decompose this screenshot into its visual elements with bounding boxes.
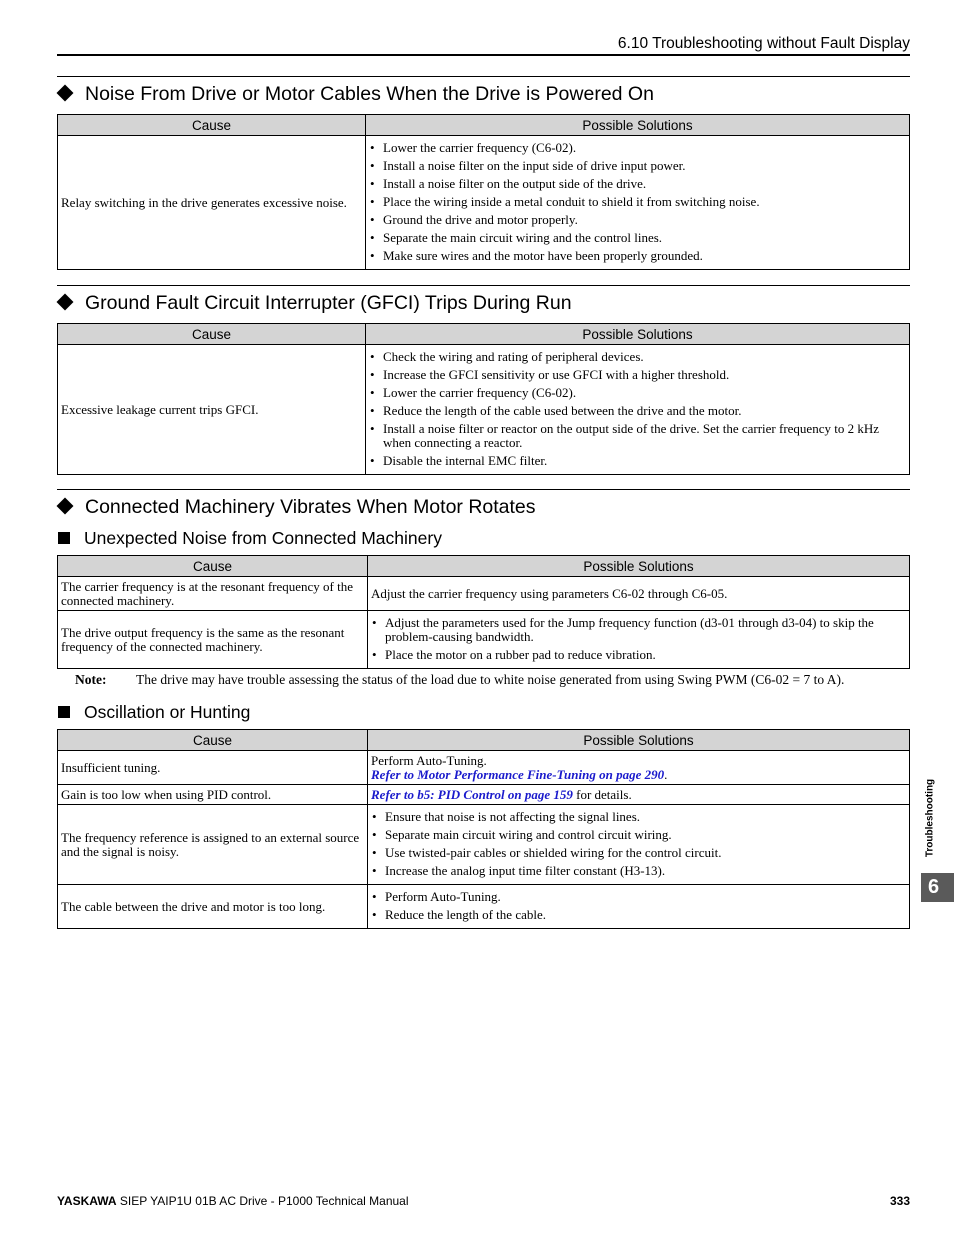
cause-cell: Gain is too low when using PID control. [58, 785, 368, 805]
section-title-vibrates [55, 495, 536, 519]
list-item: • Check the wiring and rating of peripheral devices. [369, 350, 906, 364]
table-oscillation [57, 729, 910, 929]
chapter-tab: 6 [921, 873, 954, 902]
column-header-cause: Cause [58, 115, 366, 136]
section-title-noise [55, 82, 654, 106]
list-item: • Install a noise filter or reactor on the output side of the drive. Set the carrier frequency to 2 kHz when connecting a reactor. [369, 422, 906, 450]
table-noise [57, 114, 910, 270]
note-text: The drive may have trouble assessing the status of the load due to white noise generated from using Swing PWM (C6-02 = 7 to A). [136, 672, 845, 687]
table-row [58, 885, 910, 929]
section-rule [57, 489, 910, 490]
solutions-cell [368, 785, 910, 805]
list-item: • Ensure that noise is not affecting the signal lines. [371, 810, 906, 824]
subsection-title-text: Oscillation or Hunting [84, 702, 251, 722]
subsection-title-text: Unexpected Noise from Connected Machinery [84, 528, 442, 548]
solution-suffix: . [664, 766, 668, 782]
solution-text: Perform Auto-Tuning. [371, 752, 487, 768]
solutions-cell [368, 805, 910, 885]
solutions-cell [366, 136, 910, 270]
table-gfci [57, 323, 910, 475]
running-head: 6.10 Troubleshooting without Fault Display [57, 34, 910, 56]
solutions-cell [368, 885, 910, 929]
list-item: • Increase the GFCI sensitivity or use GFCI with a higher threshold. [369, 368, 906, 382]
list-item: • Place the wiring inside a metal conduit to shield it from switching noise. [369, 195, 906, 209]
list-item: • Lower the carrier frequency (C6-02). [369, 141, 906, 155]
column-header-cause: Cause [58, 324, 366, 345]
list-item: • Install a noise filter on the input side of drive input power. [369, 159, 906, 173]
list-item: • Separate the main circuit wiring and the control lines. [369, 231, 906, 245]
cause-cell: Insufficient tuning. [58, 751, 368, 785]
table-row [58, 785, 910, 805]
section-rule [57, 285, 910, 286]
table-row [58, 345, 910, 475]
list-item: • Place the motor on a rubber pad to reduce vibration. [371, 648, 906, 662]
diamond-bullet-icon [57, 294, 74, 311]
table-unexpected-noise [57, 555, 910, 669]
list-item: • Perform Auto-Tuning. [371, 890, 906, 904]
table-row [58, 751, 910, 785]
table-row [58, 136, 910, 270]
table-row [58, 611, 910, 669]
section-rule [57, 76, 910, 77]
list-item: • Install a noise filter on the output side of the drive. [369, 177, 906, 191]
column-header-solutions: Possible Solutions [366, 115, 910, 136]
solution-suffix: for details. [572, 786, 632, 802]
subsection-title-noise [57, 527, 442, 549]
cross-reference-link[interactable]: Refer to b5: PID Control on page 159 [371, 786, 573, 802]
page-number: 333 [889, 1194, 910, 1208]
column-header-solutions: Possible Solutions [368, 556, 910, 577]
list-item: • Disable the internal EMC filter. [369, 454, 906, 468]
section-title-text: Noise From Drive or Motor Cables When the Drive is Powered On [85, 83, 654, 105]
section-title-text: Connected Machinery Vibrates When Motor Rotates [85, 496, 536, 518]
subsection-title-oscillation [57, 701, 250, 723]
column-header-solutions: Possible Solutions [368, 730, 910, 751]
side-tab-label [920, 776, 940, 860]
cause-cell: The carrier frequency is at the resonant frequency of the connected machinery. [58, 577, 368, 611]
list-item: • Ground the drive and motor properly. [369, 213, 906, 227]
note [75, 672, 844, 688]
solutions-cell: Adjust the carrier frequency using parameters C6-02 through C6-05. [368, 577, 910, 611]
square-bullet-icon [58, 706, 70, 718]
list-item: • Increase the analog input time filter constant (H3-13). [371, 864, 906, 878]
cause-cell: Excessive leakage current trips GFCI. [58, 345, 366, 475]
cause-cell: The cable between the drive and motor is too long. [58, 885, 368, 929]
solutions-cell [368, 751, 910, 785]
column-header-cause: Cause [58, 730, 368, 751]
list-item: • Reduce the length of the cable used between the drive and the motor. [369, 404, 906, 418]
solutions-cell [366, 345, 910, 475]
list-item: • Make sure wires and the motor have been properly grounded. [369, 249, 906, 263]
solutions-cell [368, 611, 910, 669]
footer [57, 1193, 910, 1209]
list-item: • Use twisted-pair cables or shielded wiring for the control circuit. [371, 846, 906, 860]
diamond-bullet-icon [57, 85, 74, 102]
table-row [58, 577, 910, 611]
column-header-cause: Cause [58, 556, 368, 577]
list-item: • Adjust the parameters used for the Jump frequency function (d3-01 through d3-04) to skip the problem-causing bandwidth. [371, 616, 906, 644]
footer-manual-title: SIEP YAIP1U 01B AC Drive - P1000 Technical Manual [116, 1194, 409, 1208]
list-item: • Separate main circuit wiring and control circuit wiring. [371, 828, 906, 842]
square-bullet-icon [58, 532, 70, 544]
note-label: Note: [75, 672, 107, 687]
footer-brand: YASKAWA [57, 1194, 117, 1208]
column-header-solutions: Possible Solutions [366, 324, 910, 345]
diamond-bullet-icon [57, 498, 74, 515]
cross-reference-link[interactable]: Refer to Motor Performance Fine-Tuning on page 290 [371, 766, 665, 782]
section-title-text: Ground Fault Circuit Interrupter (GFCI) Trips During Run [85, 292, 572, 314]
cause-cell: The drive output frequency is the same as the resonant frequency of the connected machinery. [58, 611, 368, 669]
cause-cell: The frequency reference is assigned to an external source and the signal is noisy. [58, 805, 368, 885]
section-title-gfci [55, 291, 572, 315]
side-tab-label-text: Troubleshooting [924, 778, 936, 858]
cause-cell: Relay switching in the drive generates excessive noise. [58, 136, 366, 270]
table-row [58, 805, 910, 885]
list-item: • Reduce the length of the cable. [371, 908, 906, 922]
list-item: • Lower the carrier frequency (C6-02). [369, 386, 906, 400]
